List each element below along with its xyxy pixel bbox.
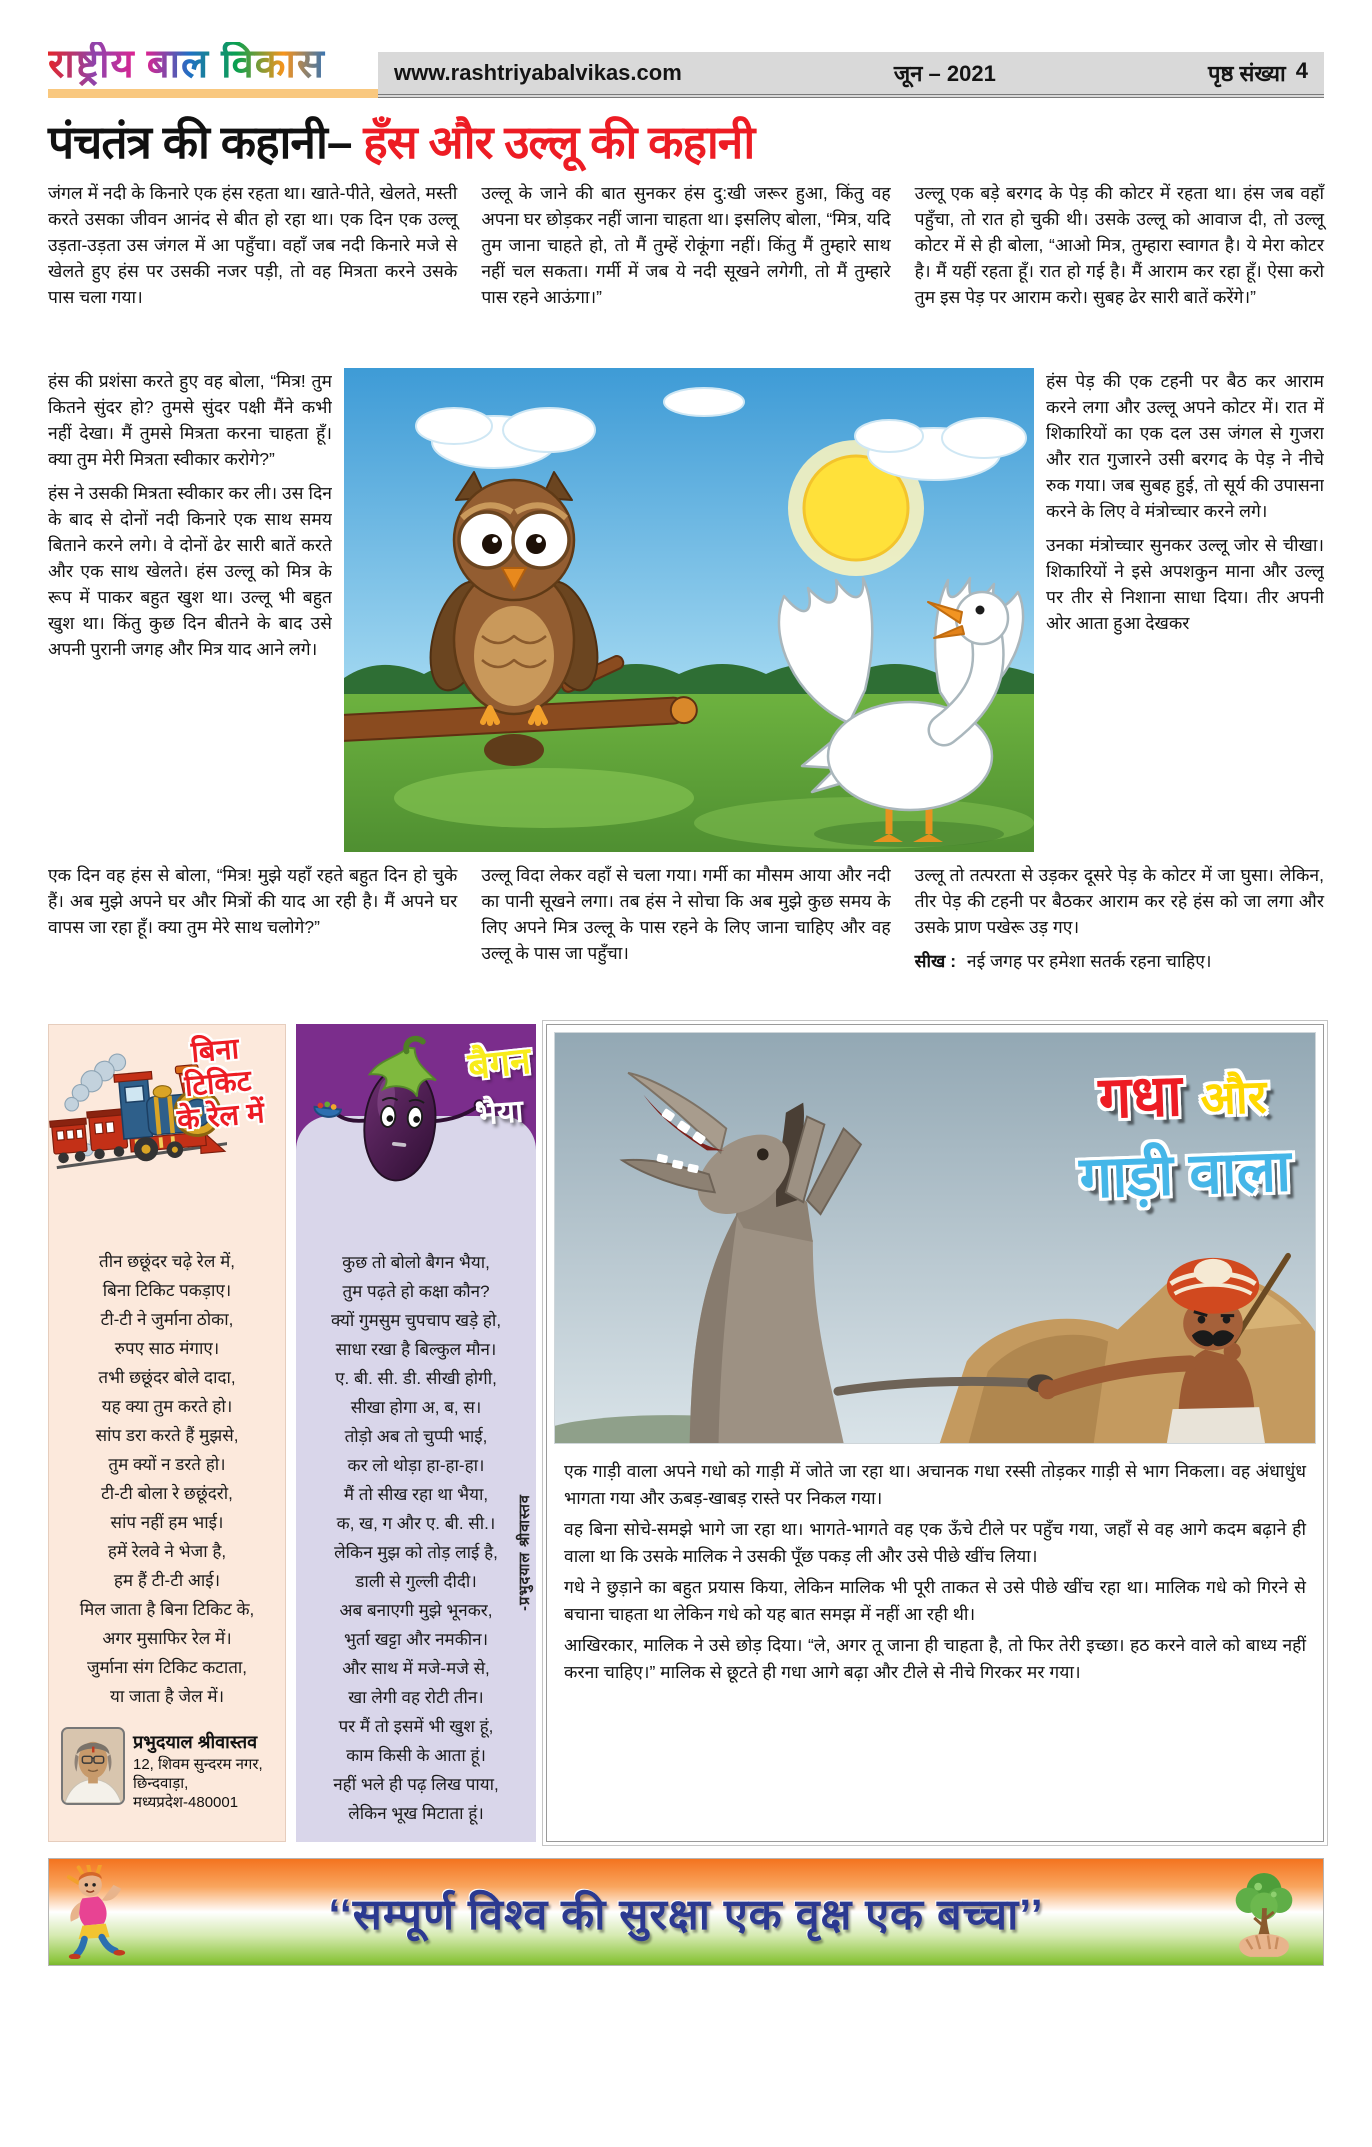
brinjal-poem (296, 1248, 536, 1828)
headline-title: हँस और उल्लू की कहानी (363, 116, 755, 168)
poem-line: रुपए साठ मंगाए। (114, 1339, 220, 1358)
article-row-mid (48, 368, 1324, 852)
donkey-title-line1 (1075, 1049, 1289, 1135)
poem-line: मिल जाता है बिना टिकिट के, (79, 1600, 255, 1619)
poem-line: काम किसी के आता हूं। (346, 1746, 486, 1765)
donkey-title-word2: और (1199, 1070, 1267, 1125)
author-name: प्रभुदयाल श्रीवास्तव (133, 1732, 258, 1752)
page-number-group (1208, 58, 1308, 88)
train-art-area (49, 1025, 285, 1233)
moral-label: सीख : (914, 951, 957, 971)
donkey-title-word1: गधा (1097, 1063, 1183, 1131)
poem-line: साधा रखा है बिल्कुल मौन। (335, 1340, 497, 1359)
article-row-bottom (48, 862, 1324, 982)
poem-line: यह क्या तुम करते हो। (101, 1397, 233, 1416)
poem-line: हमें रेलवे ने भेजा है, (107, 1542, 227, 1561)
poem-line: हम हैं टी-टी आई। (113, 1571, 221, 1590)
title-line: के रेल में (175, 1097, 266, 1137)
brinjal-title (465, 1036, 533, 1133)
story-col1-mid (48, 368, 332, 852)
moral-text: नई जगह पर हमेशा सतर्क रहना चाहिए। (966, 951, 1212, 971)
donkey-story-box (546, 1024, 1324, 1842)
owl-swan-scene-svg (344, 368, 1034, 852)
brinjal-title-word2: भैया (473, 1093, 524, 1132)
story-col3-mid (1046, 368, 1324, 852)
poem-line: टी-टी ने जुर्माना ठोका, (100, 1310, 234, 1329)
poem-line: कुछ तो बोलो बैगन भैया, (342, 1253, 490, 1272)
ticket-poem-box (48, 1024, 286, 1842)
poem-line: लेकिन भूख मिटाता हूं। (348, 1804, 484, 1823)
website-text: www.rashtriyabalvikas.com (394, 60, 682, 85)
donkey-title-word3: गाड़ी वाला (1077, 1138, 1292, 1211)
poem-line: और साथ में मजे-मजे से, (342, 1659, 490, 1678)
moral-line (915, 948, 1324, 974)
poem-line: अब बनाएगी मुझे भूनकर, (339, 1601, 493, 1620)
poem-line: अगर मुसाफिर रेल में। (102, 1629, 232, 1648)
brinjal-title-word1: बैगन (465, 1039, 533, 1088)
ticket-poem-title (151, 1030, 285, 1140)
donkey-title-line2 (1078, 1128, 1292, 1214)
banner-slogan: ‘‘सम्पूर्ण विश्व की सुरक्षा एक वृक्ष एक बच्चा’’ (328, 1890, 1044, 1939)
donkey-paragraph: गधे ने छुड़ाने का बहुत प्रयास किया, लेकिन मालिक भी पूरी ताकत से उसे पीछे खींच रहा था। मालिक गधे को गिरने से बचाना चाहता था लेकिन गधे को यह बात समझ में नहीं आ रही थी। (564, 1577, 1306, 1624)
author-meta (133, 1727, 263, 1812)
poem-line: तभी छछूंदर बोले दादा, (98, 1368, 236, 1387)
story-paragraph: उल्लू एक बड़े बरगद के पेड़ की कोटर में रहता था। हंस जब वहाँ पहुँचा, तो रात हो चुकी थी। उसके उल्लू को आवाज दी, तो उल्लू कोटर में से ही बोला, “आओ मित्र, तुम्हारा स्वागत है। ये मेरा कोटर है। मैं यहीं रहता हूँ। रात हो गई है। मैं आराम कर रहा हूँ। ऐसा करो तुम इस पेड़ पर आराम करो। सुबह ढेर सारी बातें करेंगे।” (914, 183, 1324, 307)
header (48, 42, 1324, 98)
page-number: 4 (1295, 58, 1308, 83)
story-col3-bottom (915, 862, 1324, 982)
poem-line: जुर्माना संग टिकिट कटाता, (86, 1658, 248, 1677)
poem-line: तीन छछूंदर चढ़े रेल में, (99, 1252, 235, 1271)
banner-kid-illustration (65, 1865, 129, 1964)
author-portrait-svg (63, 1729, 123, 1803)
story-paragraph: उल्लू विदा लेकर वहाँ से चला गया। गर्मी का मौसम आया और नदी का पानी सूखने लगा। तब हंस ने सोचा कि अब मुझे कुछ समय के लिए अपने मित्र उल्लू के पास रहने के लिए जाना चाहिए और वह उल्लू के पास जा पहुँचा। (481, 865, 891, 963)
poem-line: क, ख, ग और ए. बी. सी.। (336, 1514, 496, 1533)
story-paragraph: उल्लू के जाने की बात सुनकर हंस दु:खी जरूर हुआ, किंतु वह अपना घर छोड़कर नहीं जाना चाहता था। इसलिए बोला, “मित्र, यदि तुम जाना चाहते हो, तो मैं तुम्हें रोकूंगा नहीं। किंतु मैं तुम्हारे साथ नहीं चल सकता। गर्मी में जब ये नदी सूखने लगेगी, तो मैं तुम्हारे पास रहने आऊंगा।” (481, 183, 891, 307)
story-col1-top (48, 180, 457, 360)
donkey-art-area (554, 1032, 1316, 1444)
poem-line: तुम क्यों न डरते हो। (108, 1455, 226, 1474)
poem-line: तुम पढ़ते हो कक्षा कौन? (342, 1282, 490, 1301)
poem-line: नहीं भले ही पढ़ लिख पाया, (333, 1775, 499, 1794)
footer-banner (48, 1858, 1324, 1966)
story-col1-bottom (48, 862, 457, 982)
poem-line: कर लो थोड़ा हा-हा-हा। (347, 1456, 485, 1475)
poem-line: सांप नहीं हम भाई। (110, 1513, 224, 1532)
poem-line: भुर्ता खट्टा और नमकीन। (343, 1630, 489, 1649)
poem-line: बिना टिकिट पकड़ाए। (102, 1281, 232, 1300)
donkey-paragraph: वह बिना सोचे-समझे भागे जा रहा था। भागते-भागते वह एक ऊँचे टीले पर पहुँच गया, जहाँ से वह आगे कदम बढ़ाने ही वाला था कि उसके मालिक ने उसकी पूँछ पकड़ ली और उसे पीछे खींच लिया। (564, 1519, 1306, 1566)
poem-line: लेकिन मुझ को तोड़ लाई है, (334, 1543, 498, 1562)
author-address-line: मध्यप्रदेश-480001 (133, 1794, 239, 1811)
poem-line: डाली से गुल्ली दीदी। (355, 1572, 477, 1591)
poem-line: क्यों गुमसुम चुपचाप खड़े हो, (330, 1311, 502, 1330)
story-paragraph: हंस ने उसकी मित्रता स्वीकार कर ली। उस दिन के बाद से दोनों नदी किनारे एक साथ समय बिताने करने लगे। वे दोनों ढेर सारी बातें करते और एक साथ खेलते। हंस उल्लू को मित्र के रूप में पाकर बहुत खुश था। उल्लू भी बहुत खुश था। किंतु कुछ दिन बीतने के बाद उसे अपनी पुरानी जगह और मित्र याद आने लगे। (48, 483, 332, 659)
issue-date: जून – 2021 (893, 61, 996, 86)
author-block (49, 1711, 285, 1812)
donkey-paragraph: एक गाड़ी वाला अपने गधो को गाड़ी में जोते जा रहा था। अचानक गधा रस्सी तोड़कर गाड़ी से भाग निकला। वह अंधाधुंध भागता गया और ऊबड़-खाबड़ रास्ते पर निकल गया। (564, 1461, 1306, 1508)
poem-line: टी-टी बोला रे छछूंदरो, (101, 1484, 233, 1503)
poem-line: ए. बी. सी. डी. सीखी होगी, (335, 1369, 497, 1388)
masthead-logo: राष्ट्रीय बाल विकास (48, 42, 378, 86)
brinjal-poem-box (296, 1024, 536, 1842)
story-col3-top (915, 180, 1324, 360)
masthead (48, 42, 378, 98)
author-address-line: 12, शिवम सुन्दरम नगर, (133, 1756, 263, 1773)
donkey-paragraph: आखिरकार, मालिक ने उसे छोड़ दिया। “ले, अगर तू जाना ही चाहता है, तो फिर तेरी इच्छा। हठ करने वाले को बाध्य नहीं करना चाहिए।” मालिक से छूटते ही गधा आगे बढ़ा और टीले से नीचे गिरकर मर गया। (564, 1635, 1306, 1682)
author-address-line: छिन्दवाड़ा, (133, 1775, 189, 1792)
story-paragraph: जंगल में नदी के किनारे एक हंस रहता था। खाते-पीते, खेलते, मस्ती करते उसका जीवन आनंद से बीत हो रहा था। एक दिन एक उल्लू उड़ता-उड़ता उस जंगल में आ पहुँचा। वहाँ जब नदी किनारे मजे से खेलते हुए हंस पर उसकी नजर पड़ी, तो वह मित्रता करने उसके पास चला गया। (48, 183, 458, 307)
header-bar (378, 52, 1324, 98)
story-paragraph: उल्लू तो तत्परता से उड़कर दूसरे पेड़ के कोटर में जा घुसा। लेकिन, तीर पेड़ की टहनी पर बैठकर आराम कर रहे हंस को जा लगा और उसके प्राण पखेरू उड़ गए। (914, 865, 1324, 937)
story-paragraph: एक दिन वह हंस से बोला, “मित्र! मुझे यहाँ रहते बहुत दिन हो चुके हैं। अब मुझे अपने घर और मित्रों की याद आ रही है। मैं अपने घर वापस जा रहा हूँ। क्या तुम मेरे साथ चलोगे?” (48, 865, 458, 937)
author-photo (61, 1727, 125, 1805)
story-paragraph: हंस पेड़ की एक टहनी पर बैठ कर आराम करने लगा और उल्लू अपने कोटर में। रात में शिकारियों का एक दल उस जंगल से गुजरा और रात गुजारने उसी बरगद के पेड़ ने नीचे रुक गया। जब सुबह हुई, तो सूर्य की उपासना करने के लिए वे मंत्रोच्चार करने लगे। (1046, 371, 1324, 521)
banner-tree-illustration (1223, 1865, 1305, 1964)
story-col2-bottom (481, 862, 890, 982)
dancing-kid-svg (65, 1865, 129, 1959)
donkey-story-title (1075, 1049, 1292, 1214)
poem-line: तोड़ो अब तो चुप्पी भाई, (344, 1427, 488, 1446)
poem-line: खा लेगी वह रोटी तीन। (348, 1688, 484, 1707)
poem-line: पर मैं तो इसमें भी खुश हूं, (338, 1717, 494, 1736)
poem-line: या जाता है जेल में। (109, 1687, 225, 1706)
poem-line: सीखा होगा अ, ब, स। (350, 1398, 482, 1417)
title-line: टिकिट (183, 1065, 253, 1103)
ticket-poem (49, 1247, 285, 1711)
headline-prefix: पंचतंत्र की कहानी– (48, 116, 352, 168)
page-number-label: पृष्ठ संख्या (1207, 61, 1286, 86)
story-col2-top (481, 180, 890, 360)
logo-underline (48, 89, 378, 98)
headline (48, 116, 1324, 168)
bottom-section (48, 1024, 1324, 1842)
poem-line: मैं तो सीख रहा था भैया, (343, 1485, 489, 1504)
tree-in-hand-svg (1223, 1865, 1305, 1959)
article-row-top (48, 180, 1324, 360)
story-paragraph: हंस की प्रशंसा करते हुए वह बोला, “मित्र! तुम कितने सुंदर हो? तुमसे सुंदर पक्षी मैंने कभी नहीं देखा। मैं तुमसे मित्रता करना चाहता हूँ। क्या तुम मेरी मित्रता स्वीकार करोगे?” (48, 371, 332, 469)
title-line: बिना (189, 1033, 241, 1070)
poem-line: सांप डरा करते हैं मुझसे, (95, 1426, 239, 1445)
story-paragraph: उनका मंत्रोच्चार सुनकर उल्लू जोर से चीखा। शिकारियों ने इसे अपशकुन माना और उल्लू पर तीर से निशाना साधा दिया। तीर अपनी ओर आता हुआ देखकर (1046, 535, 1324, 633)
brinjal-author-vertical: -प्रभुदयाल श्रीवास्तव (517, 1494, 533, 1611)
donkey-story-text (554, 1444, 1316, 1686)
owl-swan-illustration (344, 368, 1034, 852)
